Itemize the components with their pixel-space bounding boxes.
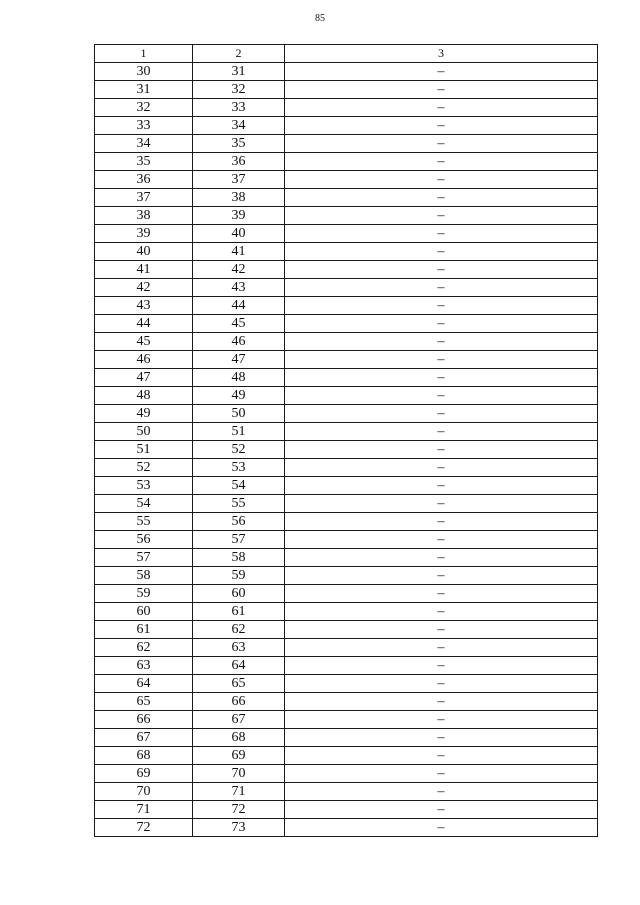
table-row bbox=[95, 567, 598, 585]
table-cell-col1: 54 bbox=[95, 495, 193, 513]
table-cell-col2: 61 bbox=[193, 603, 285, 621]
table-cell-col3: – bbox=[285, 567, 598, 585]
table-cell-col2: 66 bbox=[193, 693, 285, 711]
table-cell-col2: 57 bbox=[193, 531, 285, 549]
table-cell-col1: 30 bbox=[95, 63, 193, 81]
table-cell-col1: 60 bbox=[95, 603, 193, 621]
table-cell-col3: – bbox=[285, 333, 598, 351]
table-cell-col2: 58 bbox=[193, 549, 285, 567]
table-cell-col2: 56 bbox=[193, 513, 285, 531]
table-cell-col3: – bbox=[285, 351, 598, 369]
table-cell-col3: – bbox=[285, 585, 598, 603]
table-row bbox=[95, 333, 598, 351]
table-cell-col3: – bbox=[285, 747, 598, 765]
column-header-2: 2 bbox=[193, 45, 285, 63]
table-cell-col1: 46 bbox=[95, 351, 193, 369]
table-cell-col3: – bbox=[285, 675, 598, 693]
table-cell-col3: – bbox=[285, 477, 598, 495]
table-cell-col1: 65 bbox=[95, 693, 193, 711]
table-cell-col2: 72 bbox=[193, 801, 285, 819]
table-cell-col3: – bbox=[285, 225, 598, 243]
table-cell-col1: 53 bbox=[95, 477, 193, 495]
table-cell-col3: – bbox=[285, 495, 598, 513]
table-row bbox=[95, 477, 598, 495]
table-cell-col1: 48 bbox=[95, 387, 193, 405]
table-cell-col1: 50 bbox=[95, 423, 193, 441]
table-cell-col1: 31 bbox=[95, 81, 193, 99]
table-row bbox=[95, 783, 598, 801]
table-cell-col1: 69 bbox=[95, 765, 193, 783]
table-row bbox=[95, 351, 598, 369]
table-row bbox=[95, 639, 598, 657]
table-row bbox=[95, 675, 598, 693]
table-cell-col1: 59 bbox=[95, 585, 193, 603]
table-cell-col3: – bbox=[285, 693, 598, 711]
table-cell-col2: 43 bbox=[193, 279, 285, 297]
column-header-3: 3 bbox=[285, 45, 598, 63]
table-row bbox=[95, 405, 598, 423]
table-row bbox=[95, 765, 598, 783]
table-row bbox=[95, 621, 598, 639]
table-body bbox=[95, 63, 598, 837]
table-cell-col1: 56 bbox=[95, 531, 193, 549]
table-cell-col1: 40 bbox=[95, 243, 193, 261]
table-row bbox=[95, 459, 598, 477]
table-cell-col1: 70 bbox=[95, 783, 193, 801]
table-row bbox=[95, 819, 598, 837]
table-cell-col2: 37 bbox=[193, 171, 285, 189]
table-row bbox=[95, 99, 598, 117]
table-cell-col2: 36 bbox=[193, 153, 285, 171]
table-cell-col3: – bbox=[285, 783, 598, 801]
table-cell-col2: 46 bbox=[193, 333, 285, 351]
table-cell-col2: 45 bbox=[193, 315, 285, 333]
table-cell-col2: 70 bbox=[193, 765, 285, 783]
table-cell-col2: 32 bbox=[193, 81, 285, 99]
table-cell-col1: 64 bbox=[95, 675, 193, 693]
table-cell-col1: 51 bbox=[95, 441, 193, 459]
table-cell-col1: 67 bbox=[95, 729, 193, 747]
table-cell-col1: 38 bbox=[95, 207, 193, 225]
page-number: 85 bbox=[315, 13, 325, 24]
table-cell-col3: – bbox=[285, 135, 598, 153]
table-cell-col1: 62 bbox=[95, 639, 193, 657]
table-cell-col2: 68 bbox=[193, 729, 285, 747]
table-cell-col2: 52 bbox=[193, 441, 285, 459]
table-row bbox=[95, 207, 598, 225]
table-cell-col2: 71 bbox=[193, 783, 285, 801]
table-row bbox=[95, 441, 598, 459]
table-cell-col1: 68 bbox=[95, 747, 193, 765]
table-cell-col3: – bbox=[285, 369, 598, 387]
table-cell-col2: 64 bbox=[193, 657, 285, 675]
table-cell-col3: – bbox=[285, 423, 598, 441]
table-row bbox=[95, 801, 598, 819]
table-cell-col3: – bbox=[285, 81, 598, 99]
table-row bbox=[95, 243, 598, 261]
table-cell-col1: 32 bbox=[95, 99, 193, 117]
table-header bbox=[95, 45, 598, 63]
table-cell-col3: – bbox=[285, 801, 598, 819]
table-row bbox=[95, 63, 598, 81]
table-cell-col2: 62 bbox=[193, 621, 285, 639]
table-cell-col2: 31 bbox=[193, 63, 285, 81]
table-header-row bbox=[95, 45, 598, 63]
table-cell-col2: 38 bbox=[193, 189, 285, 207]
table-row bbox=[95, 297, 598, 315]
table-row bbox=[95, 747, 598, 765]
table-cell-col1: 44 bbox=[95, 315, 193, 333]
table-row bbox=[95, 171, 598, 189]
table-row bbox=[95, 729, 598, 747]
table-cell-col3: – bbox=[285, 99, 598, 117]
table-row bbox=[95, 423, 598, 441]
data-table-container bbox=[94, 44, 598, 837]
table-cell-col3: – bbox=[285, 243, 598, 261]
table-cell-col3: – bbox=[285, 441, 598, 459]
data-table bbox=[94, 44, 598, 837]
table-cell-col2: 60 bbox=[193, 585, 285, 603]
table-cell-col3: – bbox=[285, 297, 598, 315]
table-cell-col1: 34 bbox=[95, 135, 193, 153]
table-row bbox=[95, 225, 598, 243]
table-cell-col2: 73 bbox=[193, 819, 285, 837]
table-cell-col3: – bbox=[285, 729, 598, 747]
table-cell-col1: 36 bbox=[95, 171, 193, 189]
table-cell-col3: – bbox=[285, 819, 598, 837]
table-cell-col3: – bbox=[285, 639, 598, 657]
table-cell-col1: 55 bbox=[95, 513, 193, 531]
table-cell-col3: – bbox=[285, 405, 598, 423]
table-cell-col3: – bbox=[285, 171, 598, 189]
table-row bbox=[95, 279, 598, 297]
table-cell-col2: 67 bbox=[193, 711, 285, 729]
table-cell-col1: 61 bbox=[95, 621, 193, 639]
table-row bbox=[95, 315, 598, 333]
table-cell-col2: 65 bbox=[193, 675, 285, 693]
table-cell-col1: 63 bbox=[95, 657, 193, 675]
table-cell-col1: 33 bbox=[95, 117, 193, 135]
table-cell-col3: – bbox=[285, 711, 598, 729]
table-cell-col2: 33 bbox=[193, 99, 285, 117]
table-cell-col3: – bbox=[285, 621, 598, 639]
table-cell-col2: 44 bbox=[193, 297, 285, 315]
table-cell-col1: 58 bbox=[95, 567, 193, 585]
table-row bbox=[95, 135, 598, 153]
table-cell-col3: – bbox=[285, 315, 598, 333]
table-cell-col2: 50 bbox=[193, 405, 285, 423]
table-cell-col2: 42 bbox=[193, 261, 285, 279]
table-cell-col3: – bbox=[285, 189, 598, 207]
table-row bbox=[95, 693, 598, 711]
table-cell-col3: – bbox=[285, 387, 598, 405]
table-cell-col2: 34 bbox=[193, 117, 285, 135]
table-cell-col2: 47 bbox=[193, 351, 285, 369]
table-row bbox=[95, 603, 598, 621]
table-cell-col1: 41 bbox=[95, 261, 193, 279]
table-row bbox=[95, 495, 598, 513]
table-cell-col1: 49 bbox=[95, 405, 193, 423]
table-cell-col3: – bbox=[285, 207, 598, 225]
table-row bbox=[95, 369, 598, 387]
table-cell-col1: 37 bbox=[95, 189, 193, 207]
table-cell-col1: 52 bbox=[95, 459, 193, 477]
table-cell-col1: 39 bbox=[95, 225, 193, 243]
table-cell-col2: 55 bbox=[193, 495, 285, 513]
table-cell-col3: – bbox=[285, 279, 598, 297]
table-cell-col2: 59 bbox=[193, 567, 285, 585]
table-cell-col1: 35 bbox=[95, 153, 193, 171]
table-cell-col2: 49 bbox=[193, 387, 285, 405]
table-cell-col2: 48 bbox=[193, 369, 285, 387]
table-row bbox=[95, 117, 598, 135]
table-cell-col3: – bbox=[285, 657, 598, 675]
table-row bbox=[95, 261, 598, 279]
table-cell-col2: 40 bbox=[193, 225, 285, 243]
table-cell-col2: 53 bbox=[193, 459, 285, 477]
column-header-1: 1 bbox=[95, 45, 193, 63]
table-cell-col2: 54 bbox=[193, 477, 285, 495]
table-cell-col1: 66 bbox=[95, 711, 193, 729]
table-row bbox=[95, 585, 598, 603]
table-cell-col3: – bbox=[285, 513, 598, 531]
table-cell-col2: 51 bbox=[193, 423, 285, 441]
table-cell-col2: 69 bbox=[193, 747, 285, 765]
table-cell-col3: – bbox=[285, 63, 598, 81]
table-cell-col1: 43 bbox=[95, 297, 193, 315]
table-row bbox=[95, 549, 598, 567]
table-row bbox=[95, 513, 598, 531]
table-cell-col2: 35 bbox=[193, 135, 285, 153]
table-cell-col3: – bbox=[285, 117, 598, 135]
table-cell-col1: 71 bbox=[95, 801, 193, 819]
table-row bbox=[95, 153, 598, 171]
table-cell-col1: 57 bbox=[95, 549, 193, 567]
table-row bbox=[95, 711, 598, 729]
table-row bbox=[95, 189, 598, 207]
table-row bbox=[95, 531, 598, 549]
table-row bbox=[95, 81, 598, 99]
table-row bbox=[95, 387, 598, 405]
table-cell-col1: 42 bbox=[95, 279, 193, 297]
table-cell-col3: – bbox=[285, 531, 598, 549]
table-cell-col1: 72 bbox=[95, 819, 193, 837]
table-cell-col3: – bbox=[285, 261, 598, 279]
table-cell-col2: 41 bbox=[193, 243, 285, 261]
table-cell-col1: 45 bbox=[95, 333, 193, 351]
table-cell-col1: 47 bbox=[95, 369, 193, 387]
table-cell-col3: – bbox=[285, 459, 598, 477]
table-cell-col3: – bbox=[285, 765, 598, 783]
table-row bbox=[95, 657, 598, 675]
table-cell-col3: – bbox=[285, 549, 598, 567]
table-cell-col2: 39 bbox=[193, 207, 285, 225]
table-cell-col2: 63 bbox=[193, 639, 285, 657]
table-cell-col3: – bbox=[285, 153, 598, 171]
table-cell-col3: – bbox=[285, 603, 598, 621]
